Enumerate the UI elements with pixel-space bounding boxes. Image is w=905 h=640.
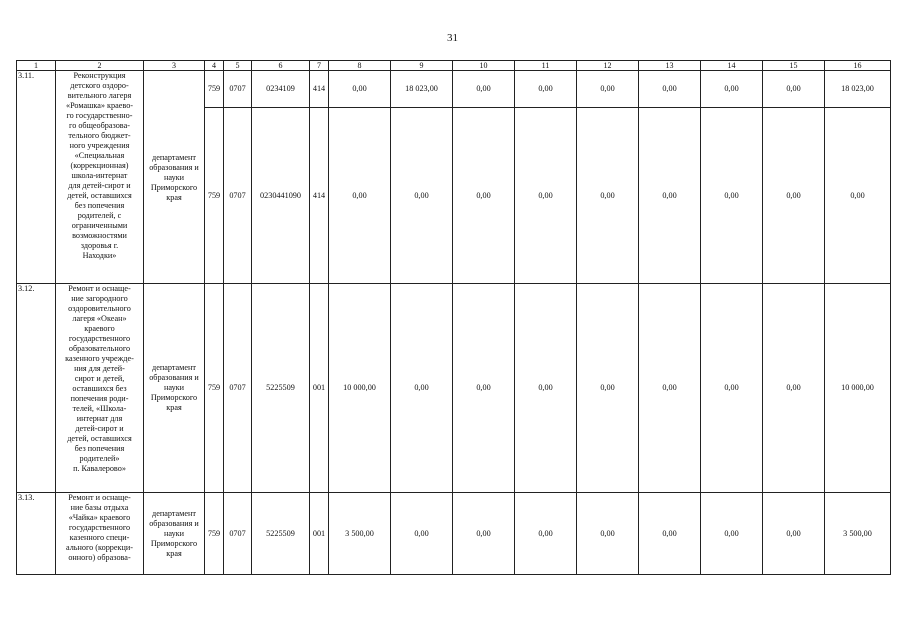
code-cell: 0707 [224,108,252,284]
amount-cell: 0,00 [577,108,639,284]
amount-cell: 0,00 [515,108,577,284]
code-cell: 5225509 [252,284,310,493]
code-cell: 0707 [224,284,252,493]
code-cell: 414 [310,108,329,284]
amount-cell: 18 023,00 [825,71,891,108]
column-number: 13 [639,61,701,71]
column-number: 4 [205,61,224,71]
table-row [17,493,891,575]
amount-cell: 0,00 [639,108,701,284]
amount-cell: 0,00 [639,71,701,108]
code-cell: 759 [205,493,224,575]
code-cell: 759 [205,71,224,108]
table-row [17,284,891,493]
code-cell: 0234109 [252,71,310,108]
amount-cell: 0,00 [639,493,701,575]
column-number: 6 [252,61,310,71]
amount-cell: 0,00 [329,108,391,284]
amount-cell: 0,00 [329,71,391,108]
column-number: 12 [577,61,639,71]
amount-cell: 0,00 [391,284,453,493]
amount-cell: 0,00 [391,108,453,284]
page-number: 31 [447,32,458,44]
column-number: 2 [56,61,144,71]
column-number: 1 [17,61,56,71]
amount-cell: 0,00 [825,108,891,284]
row-name: Ремонт и оснаще- ние загородного оздоровительного лагеря «Океан» краевого государственного образовательного казенного учрежде- ния для детей- сирот и детей, оставшихся без попечения роди- телей, «Школа- интернат для детей-сирот и детей, оставшихся без попечения родителей» п. Кавалерово» [56,284,144,493]
amount-cell: 0,00 [453,284,515,493]
code-cell: 0707 [224,493,252,575]
column-number: 16 [825,61,891,71]
amount-cell: 0,00 [763,493,825,575]
code-cell: 5225509 [252,493,310,575]
amount-cell: 0,00 [763,71,825,108]
row-department: департамент образования и науки Приморского края [144,493,205,575]
column-number: 14 [701,61,763,71]
code-cell: 759 [205,108,224,284]
amount-cell: 0,00 [639,284,701,493]
code-cell: 414 [310,71,329,108]
amount-cell: 0,00 [453,493,515,575]
row-department: департамент образования и науки Приморского края [144,71,205,284]
row-name: Реконструкция детского оздоро- вительного лагеря «Ромашка» краево- го государственно- го общеобразова- тельного бюджет- ного учреждения «Специальная (коррекционная) школа-интернат для детей-сирот и детей, оставшихся без попечения родителей, с ограниченными возможностями здоровья г. Находки» [56,71,144,284]
amount-cell: 0,00 [453,108,515,284]
amount-cell: 3 500,00 [329,493,391,575]
column-number: 9 [391,61,453,71]
column-number: 3 [144,61,205,71]
column-number-row [17,61,891,71]
amount-cell: 0,00 [515,493,577,575]
code-cell: 001 [310,493,329,575]
amount-cell: 10 000,00 [329,284,391,493]
code-cell: 0707 [224,71,252,108]
amount-cell: 0,00 [577,493,639,575]
amount-cell: 0,00 [453,71,515,108]
amount-cell: 3 500,00 [825,493,891,575]
row-id: 3.11. [17,71,56,284]
amount-cell: 0,00 [701,493,763,575]
amount-cell: 10 000,00 [825,284,891,493]
row-id: 3.12. [17,284,56,493]
column-number: 7 [310,61,329,71]
budget-table [16,60,891,575]
amount-cell: 0,00 [577,284,639,493]
amount-cell: 0,00 [763,284,825,493]
row-name: Ремонт и оснаще- ние базы отдыха «Чайка» краевого государственного казенного специ- ального (коррекци- онного) образова- [56,493,144,575]
column-number: 11 [515,61,577,71]
column-number: 15 [763,61,825,71]
amount-cell: 0,00 [577,71,639,108]
amount-cell: 0,00 [701,284,763,493]
column-number: 8 [329,61,391,71]
table-row [17,71,891,108]
row-id: 3.13. [17,493,56,575]
amount-cell: 0,00 [515,284,577,493]
amount-cell: 0,00 [701,108,763,284]
column-number: 5 [224,61,252,71]
code-cell: 001 [310,284,329,493]
amount-cell: 0,00 [763,108,825,284]
amount-cell: 0,00 [515,71,577,108]
amount-cell: 18 023,00 [391,71,453,108]
row-department: департамент образования и науки Приморского края [144,284,205,493]
amount-cell: 0,00 [701,71,763,108]
amount-cell: 0,00 [391,493,453,575]
column-number: 10 [453,61,515,71]
code-cell: 759 [205,284,224,493]
code-cell: 0230441090 [252,108,310,284]
